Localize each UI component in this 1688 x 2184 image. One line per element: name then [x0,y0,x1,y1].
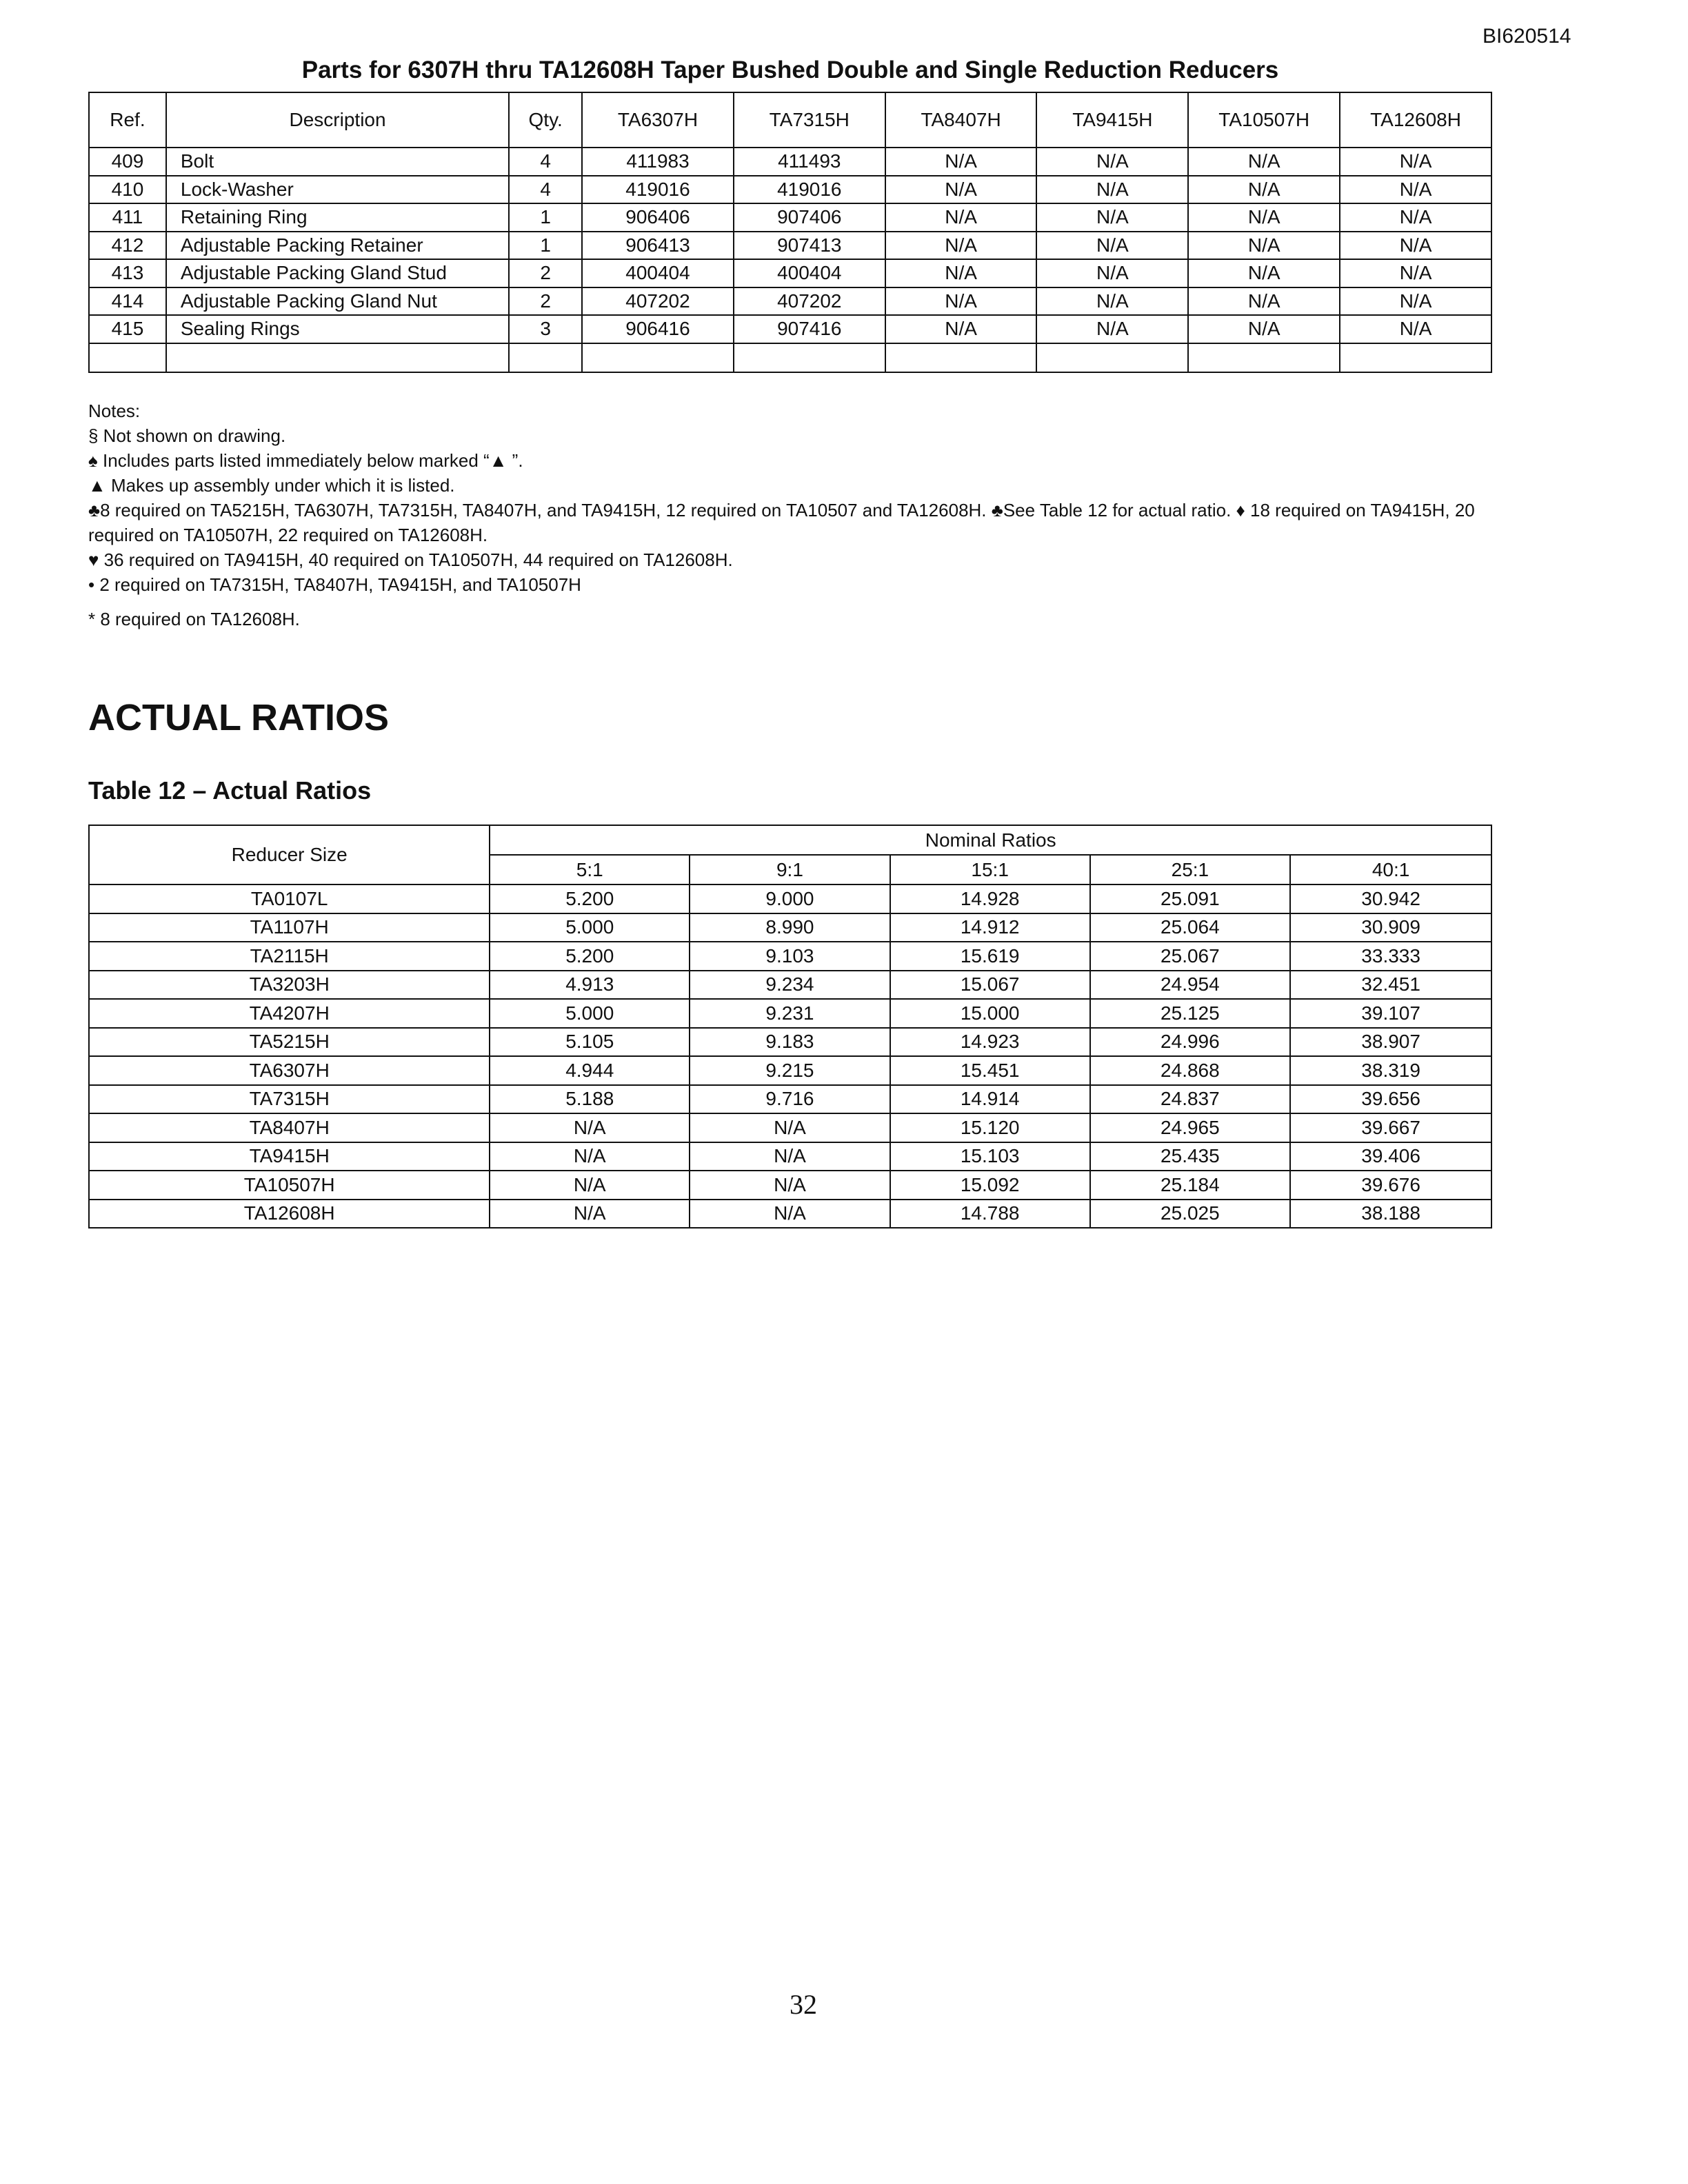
parts-header-cell: Ref. [89,92,166,148]
table-cell-empty [582,343,734,372]
table-cell: 411493 [734,148,885,176]
table-cell: N/A [1188,259,1340,287]
table-cell: N/A [1036,148,1188,176]
ratio-value-cell: 25.067 [1090,942,1291,971]
table-cell: N/A [1188,232,1340,260]
reducer-size-cell: TA1107H [89,913,490,942]
table-cell: N/A [1188,148,1340,176]
ratio-value-cell: 9.716 [690,1085,890,1114]
ratio-column-header: 9:1 [690,855,890,884]
table-cell: N/A [1188,203,1340,232]
reducer-size-cell: TA9415H [89,1142,490,1171]
parts-header-cell: TA9415H [1036,92,1188,148]
table-cell: 907416 [734,315,885,343]
reducer-size-cell: TA7315H [89,1085,490,1114]
section-heading: ACTUAL RATIOS [88,697,389,738]
note-line: * 8 required on TA12608H. [88,609,300,629]
table-cell: N/A [1036,315,1188,343]
note-line: § Not shown on drawing. [88,425,286,446]
ratio-table-title: Table 12 – Actual Ratios [88,776,372,805]
table-row [89,942,1491,971]
table-cell: 906416 [582,315,734,343]
ratio-column-header: 15:1 [890,855,1090,884]
ratio-value-cell: 39.107 [1290,999,1491,1028]
parts-header-cell: TA7315H [734,92,885,148]
ratio-value-cell: 15.120 [890,1113,1090,1142]
table-cell: 414 [89,287,166,316]
table-cell-empty [1036,343,1188,372]
table-cell: N/A [885,287,1037,316]
table-cell: 3 [509,315,582,343]
ratio-value-cell: 5.188 [490,1085,690,1114]
parts-table-body [89,148,1491,372]
table-cell: N/A [1036,176,1188,204]
table-row [89,1056,1491,1085]
parts-header-cell: TA10507H [1188,92,1340,148]
ratio-value-cell: 15.619 [890,942,1090,971]
parts-table-header-row [89,92,1491,148]
table-cell: N/A [885,176,1037,204]
table-cell: 411983 [582,148,734,176]
document-id: BI620514 [1483,25,1571,48]
ratio-value-cell: 33.333 [1290,942,1491,971]
note-line: ♥ 36 required on TA9415H, 40 required on TA10507H, 44 required on TA12608H. [88,549,733,570]
parts-header-cell: TA12608H [1340,92,1491,148]
ratio-value-cell: 25.435 [1090,1142,1291,1171]
table-row [89,148,1491,176]
ratio-value-cell: 9.215 [690,1056,890,1085]
table-cell: 410 [89,176,166,204]
reducer-size-cell: TA6307H [89,1056,490,1085]
table-row [89,287,1491,316]
ratio-value-cell: N/A [690,1200,890,1228]
table-cell: 4 [509,148,582,176]
ratio-value-cell: 14.788 [890,1200,1090,1228]
table-cell: N/A [1036,203,1188,232]
table-row [89,259,1491,287]
ratio-value-cell: 4.944 [490,1056,690,1085]
ratio-value-cell: 9.183 [690,1028,890,1057]
table-cell: 906413 [582,232,734,260]
ratio-value-cell: 39.656 [1290,1085,1491,1114]
table-cell: N/A [1188,315,1340,343]
table-cell: 400404 [582,259,734,287]
table-cell-empty [1340,343,1491,372]
ratio-value-cell: 5.200 [490,942,690,971]
reducer-size-cell: TA10507H [89,1171,490,1200]
table-row [89,999,1491,1028]
ratio-table-body [89,884,1491,1228]
note-line: ♠ Includes parts listed immediately below marked “▲ ”. [88,450,523,471]
table-cell: 411 [89,203,166,232]
table-row [89,1085,1491,1114]
ratio-value-cell: 30.909 [1290,913,1491,942]
ratio-value-cell: 15.067 [890,971,1090,1000]
ratio-value-cell: 25.184 [1090,1171,1291,1200]
ratio-value-cell: N/A [490,1113,690,1142]
parts-header-cell: TA6307H [582,92,734,148]
table-row [89,884,1491,913]
page-number: 32 [790,1989,817,2020]
table-cell-empty [166,343,509,372]
table-cell: N/A [885,148,1037,176]
table-row [89,1171,1491,1200]
reducer-size-cell: TA0107L [89,884,490,913]
note-line: ▲ Makes up assembly under which it is listed. [88,475,455,496]
table-row [89,203,1491,232]
ratio-value-cell: N/A [490,1142,690,1171]
ratio-value-cell: 5.105 [490,1028,690,1057]
reducer-size-cell: TA12608H [89,1200,490,1228]
ratio-value-cell: 15.451 [890,1056,1090,1085]
table-cell-empty [509,343,582,372]
ratio-table [88,825,1492,1228]
table-cell: N/A [885,259,1037,287]
table-cell: 2 [509,287,582,316]
reducer-size-cell: TA2115H [89,942,490,971]
ratio-value-cell: 5.000 [490,913,690,942]
table-cell: N/A [1036,287,1188,316]
table-row [89,1142,1491,1171]
table-row [89,232,1491,260]
table-cell: N/A [1036,232,1188,260]
table-cell: 907406 [734,203,885,232]
ratio-value-cell: 25.064 [1090,913,1291,942]
table-cell: N/A [1340,232,1491,260]
ratio-value-cell: N/A [690,1142,890,1171]
table-cell: 412 [89,232,166,260]
ratio-value-cell: 25.091 [1090,884,1291,913]
ratio-value-cell: 14.912 [890,913,1090,942]
ratio-value-cell: 38.188 [1290,1200,1491,1228]
notes-heading: Notes: [88,401,141,421]
table-cell: Retaining Ring [166,203,509,232]
table-row [89,971,1491,1000]
table-cell: N/A [1340,176,1491,204]
ratio-value-cell: 38.907 [1290,1028,1491,1057]
ratio-value-cell: 5.000 [490,999,690,1028]
reducer-size-cell: TA8407H [89,1113,490,1142]
table-cell: Bolt [166,148,509,176]
table-cell: 2 [509,259,582,287]
ratio-value-cell: 24.837 [1090,1085,1291,1114]
parts-header-cell: Qty. [509,92,582,148]
parts-header-cell: Description [166,92,509,148]
ratio-value-cell: 5.200 [490,884,690,913]
table-cell: N/A [1036,259,1188,287]
ratio-value-cell: 14.928 [890,884,1090,913]
table-row [89,315,1491,343]
ratio-value-cell: 15.000 [890,999,1090,1028]
ratio-value-cell: 9.103 [690,942,890,971]
table-cell: 400404 [734,259,885,287]
table-cell: 4 [509,176,582,204]
ratio-value-cell: 24.954 [1090,971,1291,1000]
table-row-empty [89,343,1491,372]
table-cell: N/A [1188,176,1340,204]
table-cell: Adjustable Packing Gland Stud [166,259,509,287]
note-line: • 2 required on TA7315H, TA8407H, TA9415H, and TA10507H [88,574,581,595]
table-cell-empty [89,343,166,372]
ratio-value-cell: N/A [490,1200,690,1228]
ratio-table-header-row [89,825,1491,855]
table-cell: N/A [885,232,1037,260]
parts-table [88,92,1492,373]
table-cell: 407202 [734,287,885,316]
table-cell: Adjustable Packing Retainer [166,232,509,260]
table-cell-empty [1188,343,1340,372]
table-cell: N/A [1340,203,1491,232]
table-cell: Lock-Washer [166,176,509,204]
table-cell: 419016 [734,176,885,204]
ratio-value-cell: 39.406 [1290,1142,1491,1171]
parts-header-cell: TA8407H [885,92,1037,148]
ratio-value-cell: 39.667 [1290,1113,1491,1142]
table-cell: N/A [1188,287,1340,316]
table-cell: 1 [509,232,582,260]
ratio-value-cell: N/A [690,1113,890,1142]
table-cell: N/A [1340,287,1491,316]
ratio-value-cell: 9.000 [690,884,890,913]
table-cell: 415 [89,315,166,343]
table-cell: 419016 [582,176,734,204]
table-cell: 409 [89,148,166,176]
reducer-size-header: Reducer Size [89,825,490,884]
reducer-size-cell: TA4207H [89,999,490,1028]
ratio-value-cell: 39.676 [1290,1171,1491,1200]
table-cell: N/A [1340,315,1491,343]
table-row [89,1113,1491,1142]
ratio-value-cell: 38.319 [1290,1056,1491,1085]
ratio-value-cell: 8.990 [690,913,890,942]
ratio-column-header: 25:1 [1090,855,1291,884]
ratio-column-header: 5:1 [490,855,690,884]
table-cell: Sealing Rings [166,315,509,343]
table-row [89,1200,1491,1228]
table-row [89,913,1491,942]
ratio-value-cell: 9.231 [690,999,890,1028]
ratio-value-cell: N/A [690,1171,890,1200]
ratio-value-cell: 9.234 [690,971,890,1000]
ratio-value-cell: 24.996 [1090,1028,1291,1057]
table-row [89,1028,1491,1057]
table-cell: N/A [885,315,1037,343]
ratio-value-cell: 15.103 [890,1142,1090,1171]
ratio-value-cell: 32.451 [1290,971,1491,1000]
reducer-size-cell: TA3203H [89,971,490,1000]
nominal-ratios-header: Nominal Ratios [490,825,1491,855]
ratio-value-cell: 15.092 [890,1171,1090,1200]
note-line: ♣8 required on TA5215H, TA6307H, TA7315H, TA8407H, and TA9415H, 12 required on TA10507 and TA12608H. ♣See Table 12 for actual ratio. ♦ 18 required on TA9415H, 20 required on TA10507H, 22 required on TA12608H. [88,500,1475,545]
ratio-value-cell: 25.125 [1090,999,1291,1028]
ratio-value-cell: 24.868 [1090,1056,1291,1085]
table-cell: 906406 [582,203,734,232]
ratio-value-cell: 14.914 [890,1085,1090,1114]
ratio-value-cell: N/A [490,1171,690,1200]
table-cell-empty [885,343,1037,372]
table-cell: Adjustable Packing Gland Nut [166,287,509,316]
parts-table-title: Parts for 6307H thru TA12608H Taper Bushed Double and Single Reduction Reducers [301,57,1279,83]
table-cell: 407202 [582,287,734,316]
table-cell: N/A [885,203,1037,232]
notes-block [88,398,1509,631]
table-cell: N/A [1340,259,1491,287]
table-cell: 1 [509,203,582,232]
ratio-value-cell: 30.942 [1290,884,1491,913]
reducer-size-cell: TA5215H [89,1028,490,1057]
ratio-value-cell: 4.913 [490,971,690,1000]
table-cell: N/A [1340,148,1491,176]
table-row [89,176,1491,204]
table-cell: 413 [89,259,166,287]
table-cell-empty [734,343,885,372]
table-cell: 907413 [734,232,885,260]
ratio-value-cell: 25.025 [1090,1200,1291,1228]
ratio-column-header: 40:1 [1290,855,1491,884]
ratio-value-cell: 24.965 [1090,1113,1291,1142]
ratio-value-cell: 14.923 [890,1028,1090,1057]
